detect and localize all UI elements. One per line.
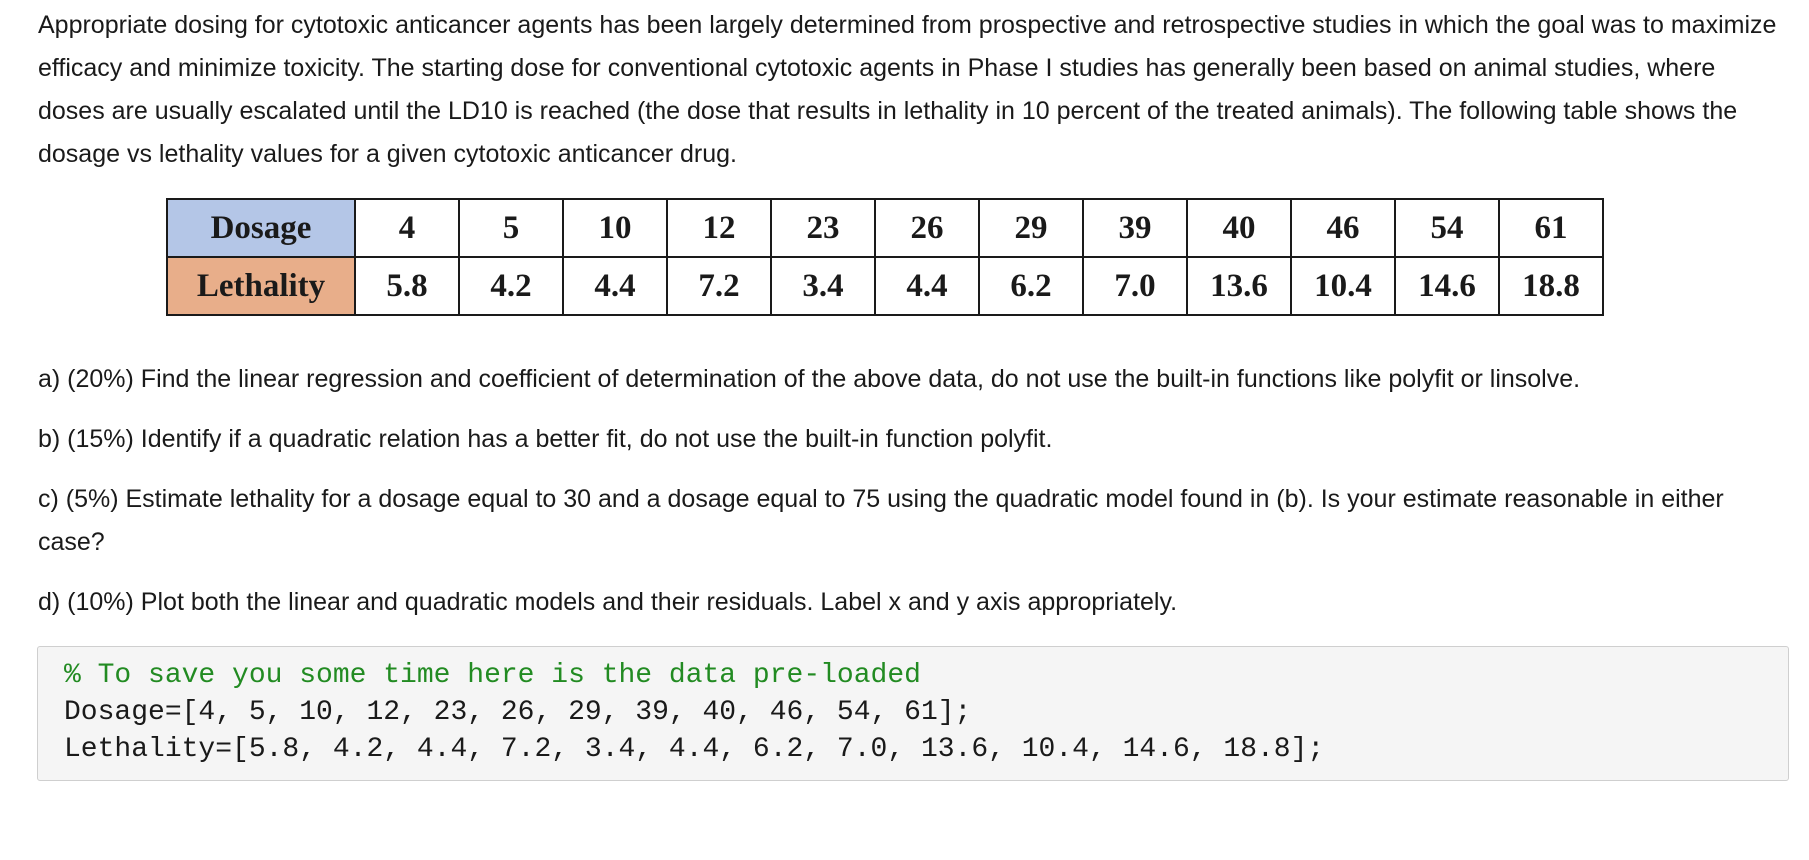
lethality-header-cell: Lethality xyxy=(167,257,355,315)
lethality-cell: 4.4 xyxy=(875,257,979,315)
dosage-cell: 39 xyxy=(1083,199,1187,257)
data-table-container xyxy=(166,198,1781,316)
dosage-lethality-table xyxy=(166,198,1604,316)
lethality-cell: 5.8 xyxy=(355,257,459,315)
lethality-cell: 4.2 xyxy=(459,257,563,315)
lethality-row xyxy=(167,257,1603,315)
dosage-cell: 61 xyxy=(1499,199,1603,257)
lethality-cell: 7.0 xyxy=(1083,257,1187,315)
lethality-cell: 6.2 xyxy=(979,257,1083,315)
dosage-cell: 29 xyxy=(979,199,1083,257)
question-d: d) (10%) Plot both the linear and quadratic models and their residuals. Label x and y axis appropriately. xyxy=(38,588,1178,616)
question-b: b) (15%) Identify if a quadratic relation has a better fit, do not use the built-in function polyfit. xyxy=(38,425,1053,453)
code-cell[interactable] xyxy=(37,646,1789,781)
lethality-cell: 13.6 xyxy=(1187,257,1291,315)
dosage-cell: 10 xyxy=(563,199,667,257)
code-line-dosage: Dosage=[4, 5, 10, 12, 23, 26, 29, 39, 40, 46, 54, 61]; xyxy=(64,697,972,728)
lethality-cell: 3.4 xyxy=(771,257,875,315)
lethality-cell: 18.8 xyxy=(1499,257,1603,315)
dosage-cell: 26 xyxy=(875,199,979,257)
lethality-cell: 10.4 xyxy=(1291,257,1395,315)
code-line-lethality: Lethality=[5.8, 4.2, 4.4, 7.2, 3.4, 4.4, 6.2, 7.0, 13.6, 10.4, 14.6, 18.8]; xyxy=(64,734,1325,765)
questions-section xyxy=(38,358,1783,624)
intro-paragraph: Appropriate dosing for cytotoxic anticancer agents has been largely determined from prospective and retrospective studies in which the goal was to maximize efficacy and minimize toxicity. The starting dose for conventional cytotoxic agents in Phase I studies has generally been based on animal studies, where doses are usually escalated until the LD10 is reached (the dose that results in lethality in 10 percent of the treated animals). The following table shows the dosage vs lethality values for a given cytotoxic anticancer drug. xyxy=(38,11,1777,168)
code-comment: % To save you some time here is the data pre-loaded xyxy=(64,660,921,691)
dosage-cell: 54 xyxy=(1395,199,1499,257)
question-c: c) (5%) Estimate lethality for a dosage equal to 30 and a dosage equal to 75 using the quadratic model found in (b). Is your estimate reasonable in either case? xyxy=(38,485,1724,556)
dosage-cell: 40 xyxy=(1187,199,1291,257)
lethality-cell: 14.6 xyxy=(1395,257,1499,315)
dosage-cell: 5 xyxy=(459,199,563,257)
dosage-header-cell: Dosage xyxy=(167,199,355,257)
question-a: a) (20%) Find the linear regression and coefficient of determination of the above data, do not use the built-in functions like polyfit or linsolve. xyxy=(38,365,1581,393)
dosage-cell: 23 xyxy=(771,199,875,257)
dosage-row xyxy=(167,199,1603,257)
lethality-cell: 7.2 xyxy=(667,257,771,315)
dosage-cell: 46 xyxy=(1291,199,1395,257)
lethality-cell: 4.4 xyxy=(563,257,667,315)
dosage-cell: 12 xyxy=(667,199,771,257)
dosage-cell: 4 xyxy=(355,199,459,257)
